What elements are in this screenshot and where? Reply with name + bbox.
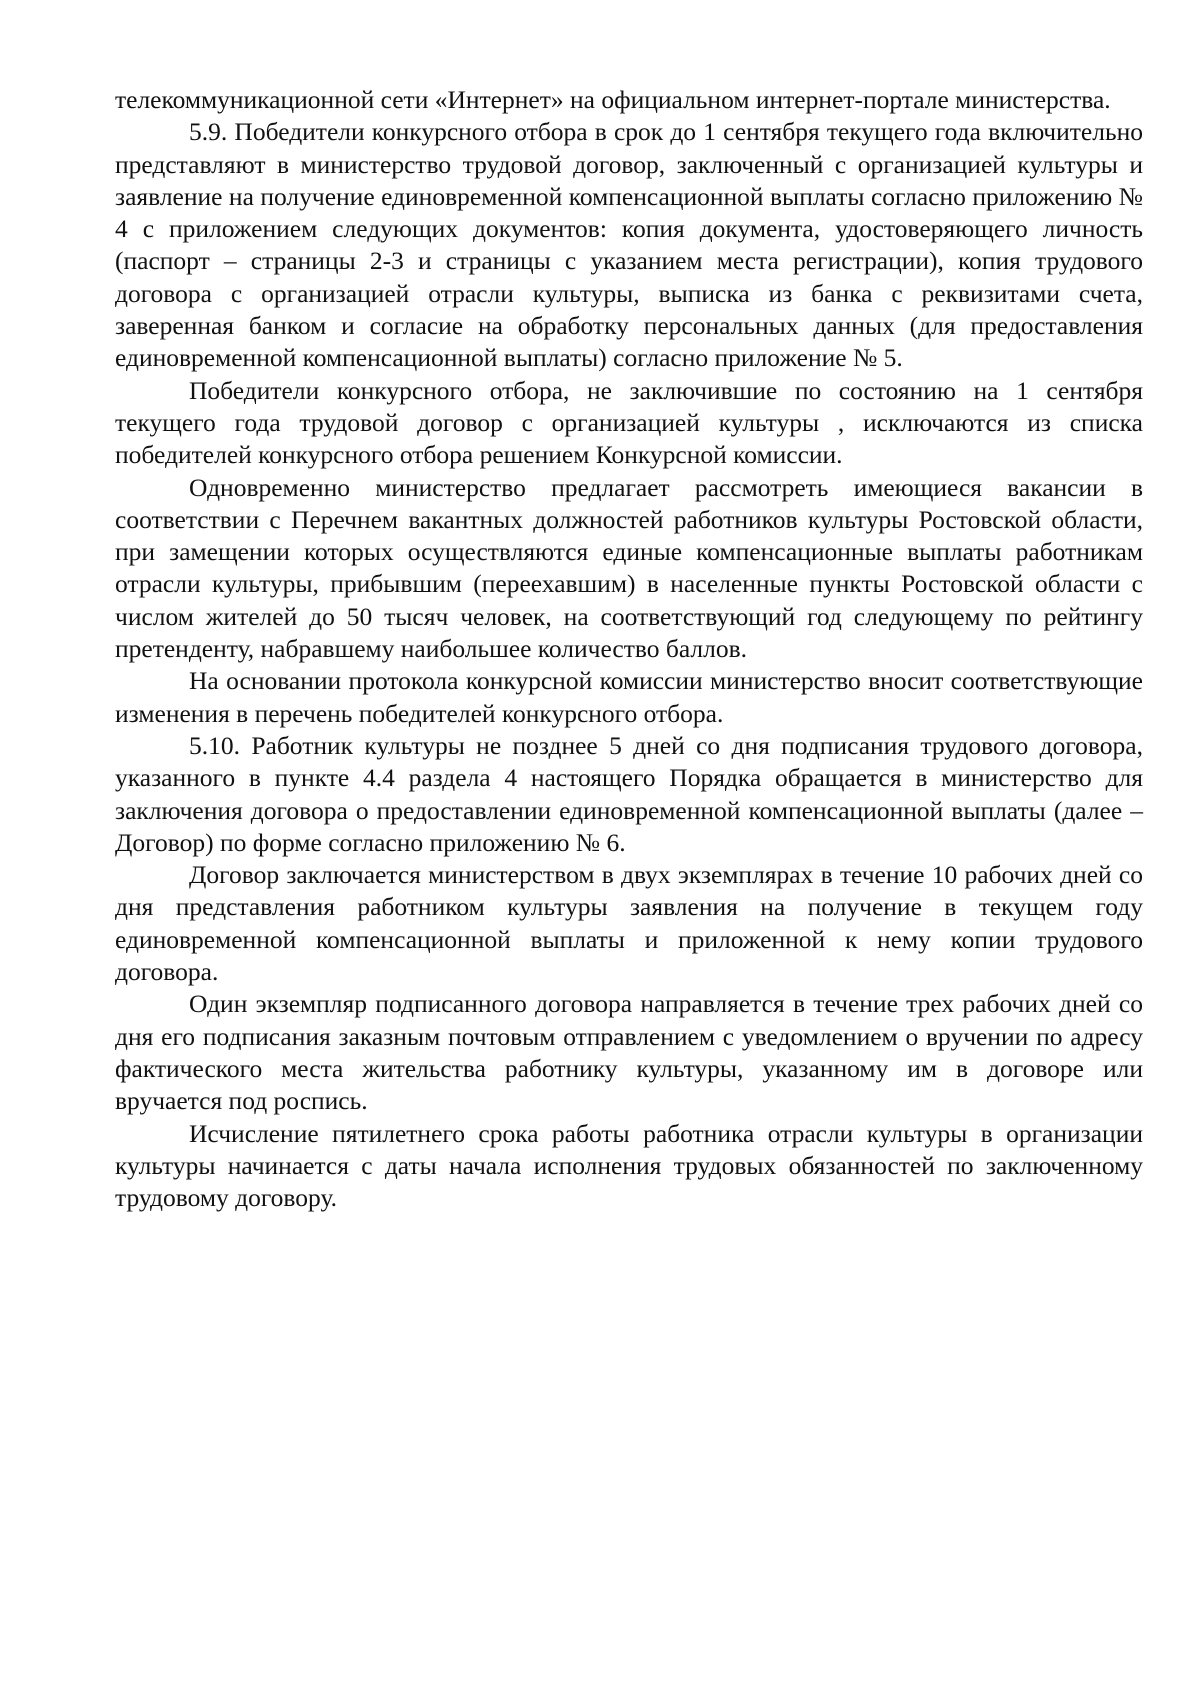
paragraph-5-10: 5.10. Работник культуры не позднее 5 дней со дня подписания трудового договора, указанного в пункте 4.4 раздела 4 настоящего Порядка обращается в министерство для заключения договора о предоставлении единовременной компенсационной выплаты (далее – Договор) по форме согласно приложению № 6. (115, 730, 1143, 857)
paragraph-5-9: 5.9. Победители конкурсного отбора в срок до 1 сентября текущего года включительно представляют в министерство трудовой договор, заключенный с организацией культуры и заявление на получение единовременной компенсационной выплаты согласно приложению № 4 с приложением следующих документов: копия документа, удостоверяющего личность (паспорт – страницы 2-3 и страницы с указанием места регистрации), копия трудового договора с организацией отрасли культуры, выписка из банка с реквизитами счета, заверенная банком и согласие на обработку персональных данных (для предоставления единовременной компенсационной выплаты) согласно приложение № 5. (115, 117, 1143, 373)
paragraph-contract-copy-sent: Один экземпляр подписанного договора направляется в течение трех рабочих дней со дня его подписания заказным почтовым отправлением с уведомлением о вручении по адресу фактического места жительства работнику культуры, указанному им в договоре или вручается под роспись. (115, 989, 1143, 1116)
paragraph-continuation: телекоммуникационной сети «Интернет» на официальном интернет-портале министерства. (115, 85, 1111, 114)
paragraph-contract-concluded: Договор заключается министерством в двух экземплярах в течение 10 рабочих дней со дня представления работником культуры заявления на получение в текущем году единовременной компенсационной выплаты и приложенной к нему копии трудового договора. (115, 860, 1143, 987)
paragraph-five-year-term: Исчисление пятилетнего срока работы работника отрасли культуры в организации культуры начинается с даты начала исполнения трудовых обязанностей по заключенному трудовому договору. (115, 1118, 1143, 1213)
paragraph-protocol-changes: На основании протокола конкурсной комиссии министерство вносит соответствующие изменения в перечень победителей конкурсного отбора. (115, 666, 1143, 728)
paragraph-vacancies-offer: Одновременно министерство предлагает рассмотреть имеющиеся вакансии в соответствии с Перечнем вакантных должностей работников культуры Ростовской области, при замещении которых осуществляются единые компенсационные выплаты работникам отрасли культуры, прибывшим (переехавшим) в населенные пункты Ростовской области с числом жителей до 50 тысяч человек, на соответствующий год следующему по рейтингу претенденту, набравшему наибольшее количество баллов. (115, 472, 1143, 664)
document-page (115, 84, 1143, 1214)
paragraph-winners-excluded: Победители конкурсного отбора, не заключившие по состоянию на 1 сентября текущего года трудовой договор с организацией культуры , исключаются из списка победителей конкурсного отбора решением Конкурсной комиссии. (115, 375, 1143, 470)
